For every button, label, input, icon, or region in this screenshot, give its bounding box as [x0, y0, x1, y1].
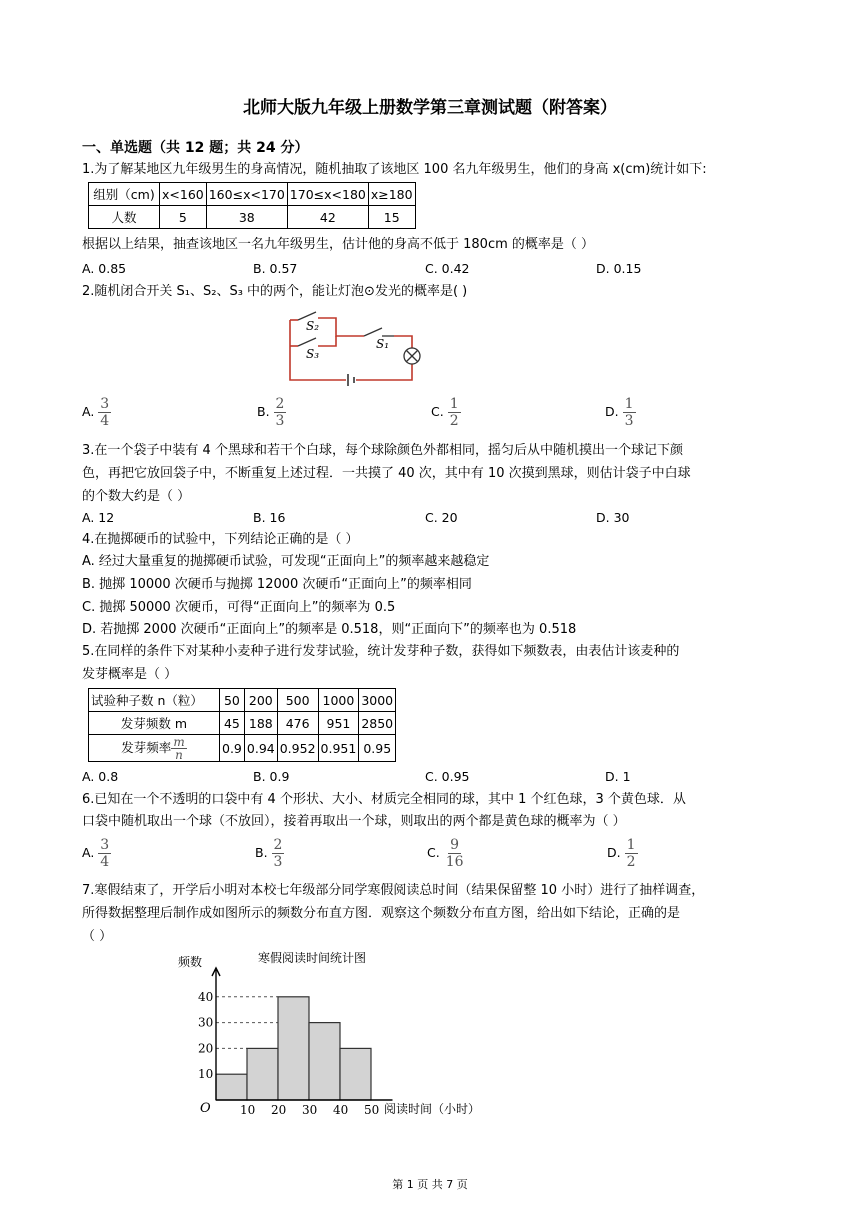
numerator: m — [173, 734, 185, 749]
denominator: 4 — [100, 854, 110, 870]
option-c: C. 抛掷 50000 次硬币，可得“正面向上”的频率为 0.5 — [82, 600, 396, 615]
question-5-line: 5.在同样的条件下对某种小麦种子进行发芽试验，统计发芽种子数，获得如下频数表，由表估计该麦种的 — [82, 644, 680, 659]
y-tick-label: 10 — [198, 1067, 214, 1082]
table-cell: 0.94 — [244, 735, 277, 762]
table-cell: 0.951 — [318, 735, 359, 762]
table-cell: 42 — [287, 206, 368, 229]
numerator: 3 — [100, 396, 110, 412]
fraction — [272, 837, 285, 870]
fraction — [448, 396, 461, 429]
table-cell: 200 — [244, 689, 277, 712]
fraction — [444, 837, 466, 870]
table-cell: 188 — [244, 712, 277, 735]
numerator: 9 — [450, 837, 460, 853]
question-7-line: 所得数据整理后制作成如图所示的频数分布直方图．观察这个频数分布直方图，给出如下结论，正确的是 — [82, 906, 681, 921]
denominator: 3 — [275, 413, 285, 429]
table-cell: 500 — [277, 689, 318, 712]
table-cell: 3000 — [359, 689, 396, 712]
question-5-line: 发芽概率是（ ） — [82, 667, 178, 682]
question-6-line: 口袋中随机取出一个球（不放回），接着再取出一个球，则取出的两个都是黄色球的概率为（ ） — [82, 814, 626, 829]
numerator: 3 — [100, 837, 110, 853]
question-4-text: 4.在抛掷硬币的试验中，下列结论正确的是（ ） — [82, 532, 359, 547]
y-tick-label: 30 — [198, 1015, 214, 1030]
page-title: 北师大版九年级上册数学第三章测试题（附答案） — [243, 98, 617, 118]
table-cell: 160≤x<170 — [206, 183, 287, 206]
table-cell: 发芽频数 m — [89, 712, 220, 735]
numerator: 1 — [624, 396, 634, 412]
y-tick-label: 20 — [198, 1041, 214, 1056]
table-cell: 0.952 — [277, 735, 318, 762]
histogram-bar — [309, 1023, 340, 1100]
histogram-chart — [172, 946, 512, 1122]
option-a: A. 0.85 — [82, 261, 127, 276]
option-b: B. 0.9 — [253, 769, 290, 784]
question-7-line: 7.寒假结束了，开学后小明对本校七年级部分同学寒假阅读总时间（结果保留整 10 小时）进行了抽样调查， — [82, 883, 705, 898]
page-footer: 第 1 页 共 7 页 — [392, 1178, 468, 1191]
option-d: D. 0.15 — [596, 261, 642, 276]
question-1-table — [88, 182, 416, 229]
table-cell: 50 — [220, 689, 245, 712]
option-label: C. — [431, 404, 444, 419]
option-label: D. — [607, 845, 621, 860]
question-3-line: 3.在一个袋子中装有 4 个黑球和若干个白球，每个球除颜色外都相同，摇匀后从中随机摸出一个球记下颜 — [82, 443, 683, 458]
table-cell: 38 — [206, 206, 287, 229]
option-a — [82, 396, 111, 429]
table-cell — [89, 735, 220, 762]
option-a: A. 经过大量重复的抛掷硬币试验，可发现“正面向上”的频率越来越稳定 — [82, 554, 490, 569]
table-cell: 1000 — [318, 689, 359, 712]
table-cell: 2850 — [359, 712, 396, 735]
table-cell: 170≤x<180 — [287, 183, 368, 206]
option-d — [607, 837, 638, 870]
option-b — [255, 837, 284, 870]
numerator: 2 — [273, 837, 283, 853]
y-tick-label: 40 — [198, 989, 214, 1004]
question-3-line: 色，再把它放回袋子中，不断重复上述过程．一共摸了 40 次，其中有 10 次摸到黑球，则估计袋子中白球 — [82, 466, 691, 481]
option-label: D. — [605, 404, 619, 419]
table-label: 发芽频率 — [121, 739, 172, 755]
origin-label: O — [200, 1101, 211, 1116]
histogram-bar — [340, 1048, 371, 1100]
question-1-prompt: 根据以上结果，抽查该地区一名九年级男生，估计他的身高不低于 180cm 的概率是（ ） — [82, 237, 595, 252]
option-d: D. 若抛掷 2000 次硬币“正面向上”的频率是 0.518，则“正面向下”的频率也为 0.518 — [82, 622, 577, 637]
option-label: A. — [82, 845, 95, 860]
question-2-text: 2.随机闭合开关 S₁、S₂、S₃ 中的两个，能让灯泡⊙发光的概率是( ) — [82, 284, 468, 299]
denominator: 4 — [100, 413, 110, 429]
table-cell: 0.9 — [220, 735, 245, 762]
histogram-bar — [278, 997, 309, 1100]
histogram-bar — [247, 1048, 278, 1100]
denominator: 16 — [445, 854, 464, 870]
x-tick-label: 50 — [364, 1103, 380, 1117]
table-cell: 5 — [160, 206, 207, 229]
switch-s3-label: S₃ — [306, 347, 320, 361]
option-c — [431, 396, 461, 429]
switch-s1-label: S₁ — [376, 337, 390, 351]
option-label: A. — [82, 404, 95, 419]
fraction — [625, 837, 638, 870]
x-tick-label: 10 — [240, 1103, 256, 1117]
numerator: 1 — [449, 396, 459, 412]
circuit-diagram — [284, 308, 434, 388]
option-label: C. — [427, 845, 440, 860]
option-c — [427, 837, 466, 870]
option-b: B. 0.57 — [253, 261, 298, 276]
fraction — [98, 396, 111, 429]
option-c: C. 0.42 — [425, 261, 470, 276]
x-axis-label: 阅读时间（小时） — [384, 1102, 481, 1116]
table-cell: 15 — [368, 206, 415, 229]
table-cell: x<160 — [160, 183, 207, 206]
fraction — [623, 396, 636, 429]
option-a: A. 12 — [82, 510, 115, 525]
x-tick-label: 20 — [271, 1103, 287, 1117]
table-cell: 组别（cm) — [89, 183, 160, 206]
question-3-line: 的个数大约是（ ） — [82, 489, 191, 504]
fraction — [98, 837, 111, 870]
chart-title: 寒假阅读时间统计图 — [258, 951, 367, 965]
question-6-line: 6.已知在一个不透明的口袋中有 4 个形状、大小、材质完全相同的球，其中 1 个红色球，3 个黄色球．从 — [82, 792, 686, 807]
option-label: B. — [257, 404, 270, 419]
table-cell: 45 — [220, 712, 245, 735]
table-cell: 951 — [318, 712, 359, 735]
denominator: 2 — [626, 854, 636, 870]
x-tick-label: 40 — [333, 1103, 349, 1117]
option-a — [82, 837, 111, 870]
switch-s2-label: S₂ — [306, 319, 320, 333]
table-cell: 试验种子数 n（粒） — [89, 689, 220, 712]
option-c: C. 20 — [425, 510, 458, 525]
denominator: 3 — [273, 854, 283, 870]
table-cell: 476 — [277, 712, 318, 735]
y-axis-label: 频数 — [178, 955, 203, 969]
option-label: B. — [255, 845, 268, 860]
option-a: A. 0.8 — [82, 769, 119, 784]
question-1-text: 1.为了解某地区九年级男生的身高情况，随机抽取了该地区 100 名九年级男生，他们的身高 x(cm)统计如下: — [82, 162, 707, 177]
table-cell: x≥180 — [368, 183, 415, 206]
fraction — [274, 396, 287, 429]
numerator: 2 — [275, 396, 285, 412]
x-tick-label: 30 — [302, 1103, 318, 1117]
denominator: 3 — [624, 413, 634, 429]
denominator: n — [175, 747, 183, 762]
table-cell: 人数 — [89, 206, 160, 229]
option-b — [257, 396, 286, 429]
histogram-bar — [216, 1074, 247, 1100]
option-c: C. 0.95 — [425, 769, 470, 784]
question-7-line: （ ） — [82, 929, 113, 944]
fraction — [171, 736, 186, 761]
denominator: 2 — [449, 413, 459, 429]
option-d: D. 30 — [596, 510, 630, 525]
question-5-table — [88, 688, 396, 762]
option-b: B. 抛掷 10000 次硬币与抛掷 12000 次硬币“正面向上”的频率相同 — [82, 577, 472, 592]
option-d — [605, 396, 636, 429]
table-cell: 0.95 — [359, 735, 396, 762]
section-heading: 一、单选题（共 12 题；共 24 分） — [82, 140, 309, 156]
option-b: B. 16 — [253, 510, 286, 525]
numerator: 1 — [626, 837, 636, 853]
option-d: D. 1 — [605, 769, 631, 784]
